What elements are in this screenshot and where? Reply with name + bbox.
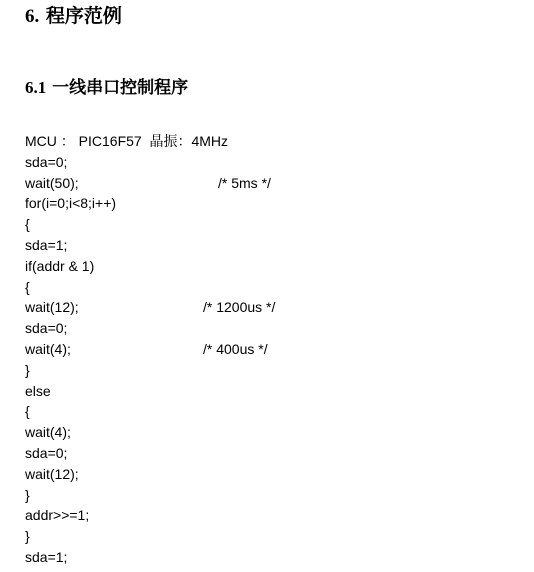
subsection-title: 一线串口控制程序 bbox=[52, 78, 189, 98]
code-comment: /* 1200us */ bbox=[203, 299, 276, 316]
code-line: { bbox=[25, 403, 30, 420]
section-heading bbox=[25, 3, 122, 30]
code-line: wait(50); /* 5ms */ bbox=[25, 173, 228, 194]
code-line: { bbox=[25, 216, 30, 233]
code-line: wait(12); bbox=[25, 465, 79, 482]
code-line: for(i=0;i<8;i++) bbox=[25, 195, 117, 212]
code-line-mcu: MCU ： PIC16F57 晶振：4MHz bbox=[25, 133, 229, 149]
code-line: sda=0; bbox=[25, 320, 68, 337]
code-line: sda=1; bbox=[25, 236, 68, 253]
code-line: } bbox=[25, 528, 30, 545]
code-listing bbox=[25, 131, 276, 568]
code-line: sda=0; bbox=[25, 153, 68, 170]
code-line: { bbox=[25, 278, 30, 295]
section-number: 6. bbox=[25, 6, 40, 27]
code-line: if(addr & 1) bbox=[25, 257, 95, 274]
code-line: wait(12); /* 1200us */ bbox=[25, 297, 228, 318]
code-comment: /* 5ms */ bbox=[218, 174, 271, 191]
section-title: 程序范例 bbox=[45, 5, 122, 27]
subsection-number: 6.1 bbox=[25, 78, 47, 97]
code-line: addr>>=1; bbox=[25, 507, 90, 524]
code-comment: /* 400us */ bbox=[203, 340, 268, 357]
code-line: sda=0; bbox=[25, 444, 68, 461]
code-line: sda=1; bbox=[25, 548, 68, 565]
code-line: else bbox=[25, 382, 51, 399]
code-line: wait(4); bbox=[25, 424, 71, 441]
code-line: wait(4); /* 400us */ bbox=[25, 339, 228, 360]
code-line: } bbox=[25, 361, 30, 378]
code-line: } bbox=[25, 486, 30, 503]
subsection-heading bbox=[25, 76, 188, 100]
